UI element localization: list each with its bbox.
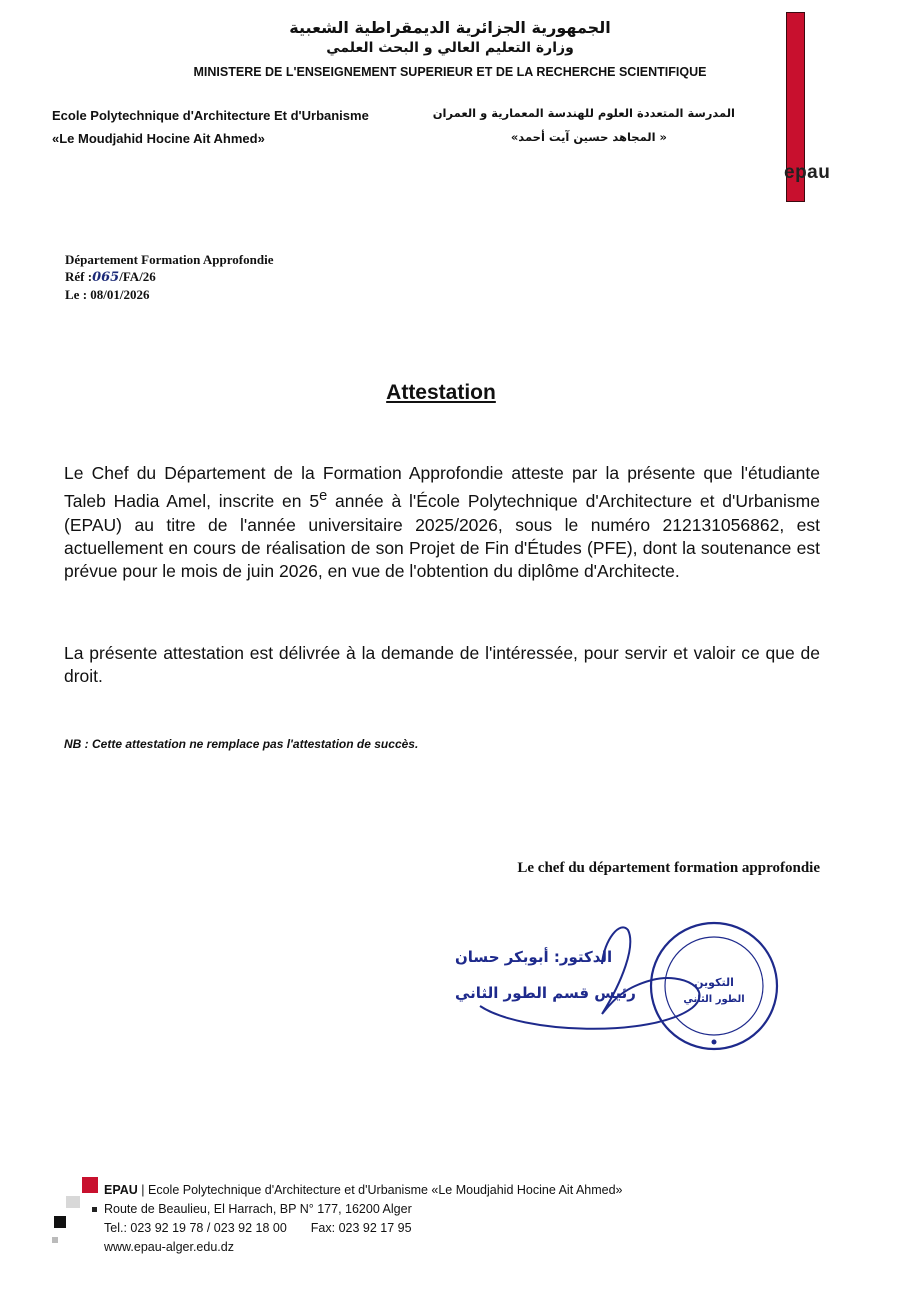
nb-note: NB : Cette attestation ne remplace pas l'attestation de succès. [64, 737, 419, 751]
footer-address: Route de Beaulieu, El Harrach, BP N° 177, 16200 Alger [104, 1202, 412, 1216]
stamp-center-line-1: التكوين [694, 976, 734, 989]
footer-grey-square [66, 1196, 80, 1208]
footer-tiny-grey-square [52, 1237, 58, 1243]
document-title: Attestation [386, 381, 496, 404]
signatory-name-arabic: الدكتور: أبوبكر حسان [455, 948, 613, 966]
school-name-arabic: المدرسة المتعددة العلوم للهندسة المعمارية و العمران [432, 106, 735, 120]
stamp-center-line-2: الطور الثاني [683, 994, 745, 1005]
footer-website-link[interactable]: www.epau-alger.edu.dz [104, 1240, 234, 1254]
department-label: Département Formation Approfondie [65, 252, 274, 267]
paragraph-1-part-b: année à l'École Polytechnique d'Architecture et d'Urbanisme (EPAU) au titre de l'année universitaire 2025/2026, sous le numéro 212131056862, est actuellement en cours de réalisation de son Projet de Fin d'Études (PFE), dont la soutenance est prévue pour le mois de juin 2026, en vue de l'obtention du diplôme d'Architecte. [64, 491, 820, 582]
school-subtitle-french: «Le Moudjahid Hocine Ait Ahmed» [52, 131, 265, 146]
reference-label: Réf : [65, 269, 93, 284]
paragraph-1-part-a: Le Chef du Département de la Formation Approfondie atteste par la présente que l'étudiante Taleb Hadia Amel, inscrite en 5 [64, 463, 820, 512]
footer-fax: Fax: 023 92 17 95 [310, 1221, 412, 1235]
attestation-paragraph-1 [64, 462, 820, 584]
footer-red-square [82, 1177, 98, 1193]
reference-suffix: /FA/26 [119, 269, 156, 284]
signatory-role-arabic: رئيس قسم الطور الثاني [455, 984, 636, 1002]
date-line [65, 287, 150, 303]
ministry-french: MINISTERE DE L'ENSEIGNEMENT SUPERIEUR ET DE LA RECHERCHE SCIENTIFIQUE [193, 65, 707, 79]
footer-brand: EPAU [104, 1183, 138, 1197]
attestation-paragraph-2: La présente attestation est délivrée à la demande de l'intéressée, pour servir et valoir ce que de droit. [64, 643, 820, 687]
reference-line [65, 269, 156, 285]
epau-logo-text: epau [784, 162, 831, 183]
ministry-arabic: وزارة التعليم العالي و البحث العلمي [326, 40, 574, 56]
stamp-dot [712, 1040, 717, 1045]
school-subtitle-arabic: « المجاهد حسين آيت أحمد» [510, 130, 667, 144]
ordinal-superscript: e [319, 488, 328, 505]
signatory-title: Le chef du département formation approfondie [517, 860, 820, 876]
footer-separator: | [137, 1183, 149, 1197]
republic-arabic: الجمهورية الجزائرية الديمقراطية الشعبية [289, 18, 611, 37]
footer-tel: Tel.: 023 92 19 78 / 023 92 18 00 [104, 1221, 287, 1235]
date-label: Le : [65, 287, 91, 302]
footer-contact-line [104, 1219, 623, 1238]
date-value: 08/01/2026 [90, 287, 150, 302]
footer-school: Ecole Polytechnique d'Architecture et d'Urbanisme «Le Moudjahid Hocine Ait Ahmed» [148, 1183, 623, 1197]
school-name-french: Ecole Polytechnique d'Architecture Et d'Urbanisme [52, 108, 369, 123]
footer-black-square [54, 1216, 66, 1228]
signature-scribble [480, 927, 700, 1028]
footer [104, 1181, 623, 1257]
footer-small-black-square [92, 1207, 97, 1212]
footer-school-line [104, 1181, 623, 1200]
reference-number: 065 [92, 270, 120, 285]
